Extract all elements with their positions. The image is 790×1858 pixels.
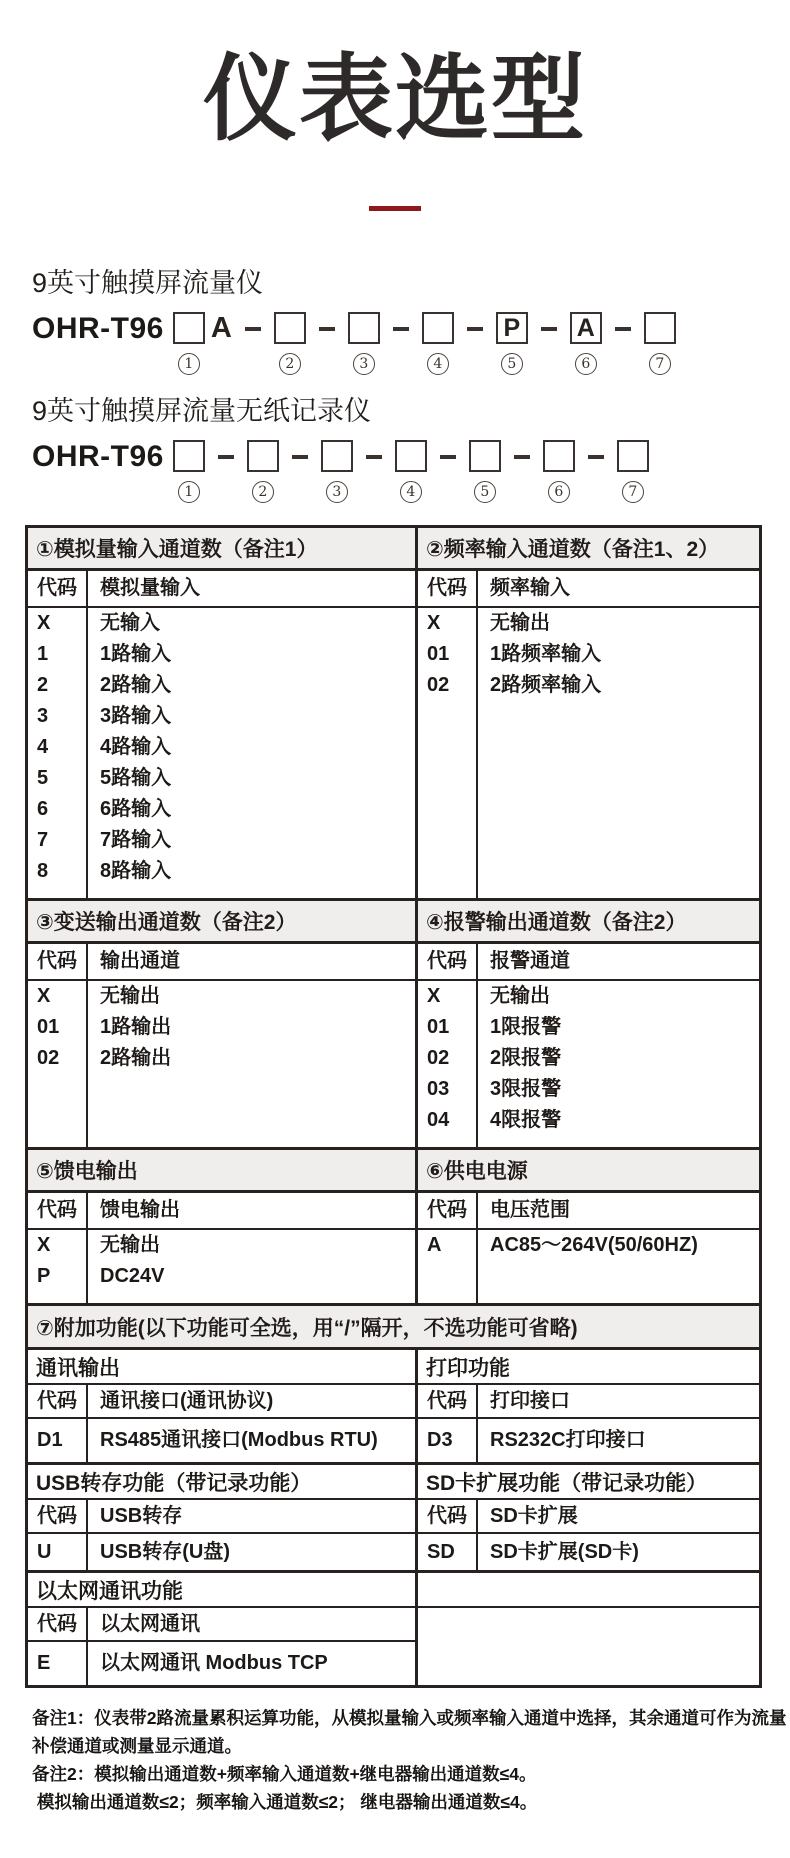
- dash-separator: [615, 327, 631, 331]
- desc-value: 无输入: [100, 612, 160, 634]
- desc-value: 6路输入: [100, 798, 172, 820]
- code-value: 4: [37, 736, 49, 758]
- code-column: [418, 571, 478, 898]
- dash-separator: [588, 455, 604, 459]
- section-title: ⑥供电电源: [418, 1150, 759, 1193]
- desc-header: 输出通道: [88, 944, 415, 981]
- dash-separator: [319, 327, 335, 331]
- circled-digit-4: 4: [400, 481, 422, 503]
- desc-column: [478, 571, 759, 898]
- desc-value: 3路输入: [100, 705, 172, 727]
- code-header: 代码: [28, 1385, 86, 1419]
- desc-value: 1路频率输入: [490, 643, 602, 665]
- code-column: [28, 944, 88, 1147]
- desc-header: SD卡扩展: [478, 1500, 759, 1534]
- model1-box-7: [644, 312, 676, 344]
- circled-digit-1: 1: [178, 481, 200, 503]
- section-body: [28, 944, 415, 1147]
- circled-digit-6: 6: [575, 353, 597, 375]
- code-header: 代码: [28, 1608, 86, 1642]
- code-column: [28, 1193, 88, 1303]
- section-body: [28, 1193, 415, 1303]
- model1-box-3: [348, 312, 380, 344]
- section-power-supply: [418, 1150, 759, 1303]
- code-value: P: [37, 1265, 51, 1287]
- code-value: 02: [37, 1047, 60, 1069]
- model2-slot-7: [617, 440, 649, 503]
- footer-notes: [32, 1704, 790, 1816]
- note-line-1: 备注1：仪表带2路流量累积运算功能，从模拟量输入或频率输入通道中选择，其余通道可作为流量: [32, 1708, 787, 1728]
- code-value: X: [37, 612, 51, 634]
- model2-box-4: [395, 440, 427, 472]
- model2-box-2: [247, 440, 279, 472]
- section-7-left: [28, 1350, 418, 1685]
- dash-separator: [440, 455, 456, 459]
- model1-slot-1: [173, 312, 205, 375]
- section-3-4: [28, 901, 759, 1150]
- circled-digit-2: 2: [279, 353, 301, 375]
- code-value: U: [37, 1541, 52, 1563]
- circled-digit-3: 3: [353, 353, 375, 375]
- desc-column: [478, 1385, 759, 1462]
- circled-digit-4: 4: [427, 353, 449, 375]
- section-body: [418, 571, 759, 898]
- desc-header: 报警通道: [478, 944, 759, 981]
- desc-value: 1限报警: [490, 1016, 562, 1038]
- code-header: 代码: [418, 571, 476, 608]
- section-alarm-output: [418, 901, 759, 1147]
- section-feed-output: [28, 1150, 418, 1303]
- code-header: 代码: [28, 1500, 86, 1534]
- desc-column: [478, 1500, 759, 1570]
- desc-value: USB转存(U盘): [100, 1541, 230, 1563]
- code-value: D1: [37, 1429, 63, 1451]
- desc-value: 2路输出: [100, 1047, 172, 1069]
- code-header: 代码: [418, 1193, 476, 1230]
- ethernet-body: [28, 1608, 415, 1685]
- circled-digit-5: 5: [501, 353, 523, 375]
- code-value: X: [37, 1234, 51, 1256]
- desc-header: 打印接口: [478, 1385, 759, 1419]
- desc-header: 通讯接口(通讯协议): [88, 1385, 415, 1419]
- code-value: D3: [427, 1429, 453, 1451]
- code-header: 代码: [418, 1500, 476, 1534]
- code-value: 01: [37, 1016, 60, 1038]
- desc-value: 4限报警: [490, 1109, 562, 1131]
- section-title: ⑦附加功能(以下功能可全选，用“/”隔开，不选功能可省略): [28, 1306, 759, 1350]
- desc-value: SD卡扩展(SD卡): [490, 1541, 639, 1563]
- section-transmit-output: [28, 901, 418, 1147]
- desc-column: [88, 944, 415, 1147]
- code-value: X: [37, 985, 51, 1007]
- note-line-4: 模拟输出通道数≤2；频率输入通道数≤2； 继电器输出通道数≤4。: [32, 1792, 538, 1812]
- model2-box-3: [321, 440, 353, 472]
- circled-digit-2: 2: [252, 481, 274, 503]
- note-line-2: 补偿通道或测量显示通道。: [32, 1736, 242, 1756]
- sd-body: [418, 1500, 759, 1573]
- code-header: 代码: [28, 1193, 86, 1230]
- dash-separator: [514, 455, 530, 459]
- section-analog-input: [28, 528, 418, 898]
- model1-slot-6: [570, 312, 602, 375]
- model2-slot-3: [321, 440, 353, 503]
- section-title: ③变送输出通道数（备注2）: [28, 901, 415, 944]
- desc-column: [88, 1385, 415, 1462]
- desc-column: [88, 1608, 415, 1685]
- desc-value: 3限报警: [490, 1078, 562, 1100]
- desc-column: [88, 1193, 415, 1303]
- model1-box-5: P: [496, 312, 528, 344]
- desc-value: DC24V: [100, 1265, 165, 1287]
- section-title: ①模拟量输入通道数（备注1）: [28, 528, 415, 571]
- section-1-2: [28, 528, 759, 901]
- section-5-6: [28, 1150, 759, 1306]
- model2-box-1: [173, 440, 205, 472]
- code-value: 8: [37, 860, 49, 882]
- circled-digit-1: 1: [178, 353, 200, 375]
- desc-value: 2限报警: [490, 1047, 562, 1069]
- model2-prefix: OHR-T96: [32, 440, 164, 473]
- desc-value: 无输出: [100, 1234, 160, 1256]
- desc-column: [478, 1193, 759, 1303]
- section-body: [418, 1193, 759, 1303]
- code-column: [418, 944, 478, 1147]
- code-value: 7: [37, 829, 49, 851]
- model2-slot-1: [173, 440, 205, 503]
- code-value: A: [427, 1234, 442, 1256]
- model1-slot-4: [422, 312, 454, 375]
- code-value: 02: [427, 674, 450, 696]
- dash-separator: [292, 455, 308, 459]
- note-line-3: 备注2：模拟输出通道数+频率输入通道数+继电器输出通道数≤4。: [32, 1764, 537, 1784]
- desc-value: 以太网通讯 Modbus TCP: [100, 1652, 328, 1674]
- comm-output-band: 通讯输出: [28, 1350, 415, 1385]
- desc-value: RS485通讯接口(Modbus RTU): [100, 1429, 378, 1451]
- model1-label: 9英寸触摸屏流量仪: [32, 268, 264, 298]
- print-band: 打印功能: [418, 1350, 759, 1385]
- usb-band: USB转存功能（带记录功能）: [28, 1465, 415, 1500]
- code-value: 01: [427, 643, 450, 665]
- dash-separator: [393, 327, 409, 331]
- section-body: [28, 571, 415, 898]
- desc-value: AC85～264V(50/60HZ): [490, 1234, 698, 1256]
- circled-digit-5: 5: [474, 481, 496, 503]
- code-value: X: [427, 612, 441, 634]
- code-header: 代码: [28, 571, 86, 608]
- desc-value: 7路输入: [100, 829, 172, 851]
- desc-value: 1路输入: [100, 643, 172, 665]
- desc-value: RS232C打印接口: [490, 1429, 646, 1451]
- code-header: 代码: [418, 1385, 476, 1419]
- circled-digit-3: 3: [326, 481, 348, 503]
- desc-value: 8路输入: [100, 860, 172, 882]
- desc-value: 4路输入: [100, 736, 172, 758]
- model2-box-7: [617, 440, 649, 472]
- dash-separator: [366, 455, 382, 459]
- section-7-grid: [28, 1350, 759, 1685]
- section-7-additional: [28, 1306, 759, 1685]
- model1-slot-7: [644, 312, 676, 375]
- circled-digit-6: 6: [548, 481, 570, 503]
- code-value: 3: [37, 705, 49, 727]
- usb-body: [28, 1500, 415, 1573]
- model1-codeline: [32, 312, 790, 375]
- code-value: SD: [427, 1541, 455, 1563]
- code-value: 6: [37, 798, 49, 820]
- code-value: 5: [37, 767, 49, 789]
- model2-slot-4: [395, 440, 427, 503]
- code-value: 03: [427, 1078, 450, 1100]
- model1-slot-2: [274, 312, 306, 375]
- code-header: 代码: [418, 944, 476, 981]
- section-title: ④报警输出通道数（备注2）: [418, 901, 759, 944]
- code-column: [418, 1193, 478, 1303]
- code-column: [28, 1500, 88, 1570]
- code-column: [418, 1500, 478, 1570]
- desc-value: 2路输入: [100, 674, 172, 696]
- code-column: [28, 1608, 88, 1685]
- model2-slot-2: [247, 440, 279, 503]
- model1-slot-5: [496, 312, 528, 375]
- desc-value: 无输出: [490, 985, 550, 1007]
- empty-body: [418, 1608, 759, 1685]
- desc-value: 无输出: [490, 612, 550, 634]
- model1-slot-3: [348, 312, 380, 375]
- selection-table: [25, 525, 762, 1688]
- code-value: E: [37, 1652, 51, 1674]
- code-value: 02: [427, 1047, 450, 1069]
- section-title: ②频率输入通道数（备注1、2）: [418, 528, 759, 571]
- dash-separator: [541, 327, 557, 331]
- model2-slot-5: [469, 440, 501, 503]
- code-header: 代码: [28, 944, 86, 981]
- desc-header: 频率输入: [478, 571, 759, 608]
- title-underline: [369, 206, 421, 211]
- code-value: 1: [37, 643, 49, 665]
- desc-value: 5路输入: [100, 767, 172, 789]
- model-coding-area: [32, 261, 790, 503]
- empty-band: [418, 1573, 759, 1608]
- code-value: 04: [427, 1109, 450, 1131]
- section-frequency-input: [418, 528, 759, 898]
- model1-prefix: OHR-T96: [32, 312, 164, 345]
- dash-separator: [245, 327, 261, 331]
- section-body: [418, 944, 759, 1147]
- model1-box-6: A: [570, 312, 602, 344]
- code-column: [28, 1385, 88, 1462]
- model2-codeline: [32, 440, 790, 503]
- desc-column: [88, 571, 415, 898]
- desc-column: [478, 944, 759, 1147]
- model1-box-4: [422, 312, 454, 344]
- print-body: [418, 1385, 759, 1465]
- code-value: 01: [427, 1016, 450, 1038]
- page-title: 仪表选型: [202, 46, 587, 151]
- section-7-right: [418, 1350, 759, 1685]
- desc-header: 馈电输出: [88, 1193, 415, 1230]
- code-column: [28, 571, 88, 898]
- desc-header: USB转存: [88, 1500, 415, 1534]
- sd-band: SD卡扩展功能（带记录功能）: [418, 1465, 759, 1500]
- model2-slot-6: [543, 440, 575, 503]
- desc-header: 模拟量输入: [88, 571, 415, 608]
- model2-box-5: [469, 440, 501, 472]
- code-value: X: [427, 985, 441, 1007]
- model1-box-2: [274, 312, 306, 344]
- desc-header: 以太网通讯: [88, 1608, 415, 1642]
- model1-fixed-letter: A: [210, 312, 232, 344]
- model2-box-6: [543, 440, 575, 472]
- dash-separator: [218, 455, 234, 459]
- comm-body: [28, 1385, 415, 1465]
- model1-box-1: [173, 312, 205, 344]
- desc-header: 电压范围: [478, 1193, 759, 1230]
- desc-value: 无输出: [100, 985, 160, 1007]
- code-value: 2: [37, 674, 49, 696]
- dash-separator: [467, 327, 483, 331]
- ethernet-band: 以太网通讯功能: [28, 1573, 415, 1608]
- desc-value: 2路频率输入: [490, 674, 602, 696]
- circled-digit-7: 7: [649, 353, 671, 375]
- desc-column: [88, 1500, 415, 1570]
- desc-value: 1路输出: [100, 1016, 172, 1038]
- model2-label: 9英寸触摸屏流量无纸记录仪: [32, 396, 372, 426]
- circled-digit-7: 7: [622, 481, 644, 503]
- section-title: ⑤馈电输出: [28, 1150, 415, 1193]
- code-column: [418, 1385, 478, 1462]
